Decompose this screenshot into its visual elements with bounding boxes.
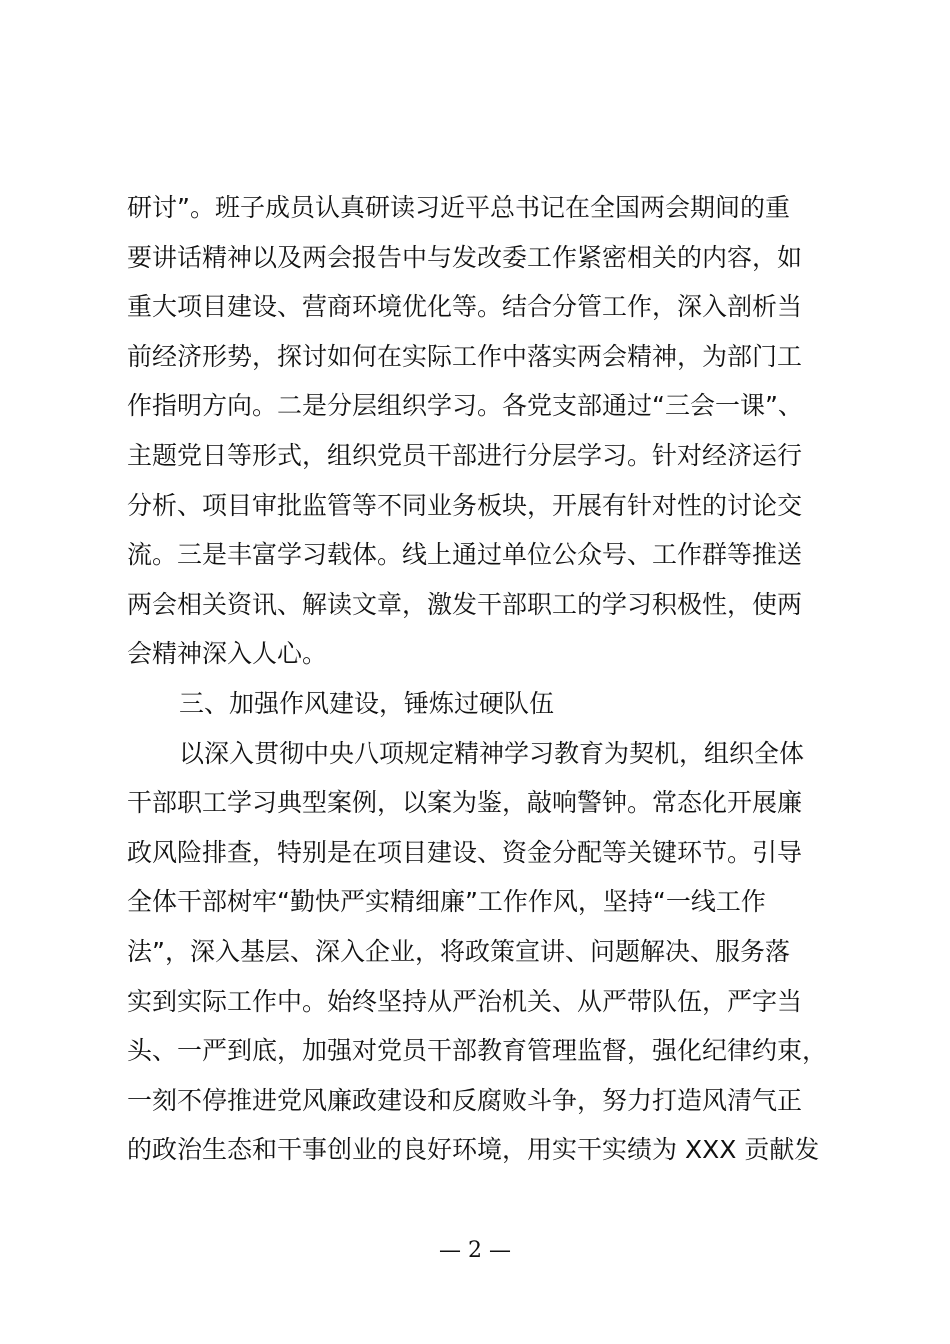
text-line: 干部职工学习典型案例，以案为鉴，敲响警钟。常态化开展廉 bbox=[127, 788, 803, 818]
text-line: 重大项目建设、营商环境优化等。结合分管工作，深入剖析当 bbox=[127, 292, 803, 322]
text-line: 两会相关资讯、解读文章，激发干部职工的学习积极性，使两 bbox=[127, 589, 803, 619]
text-line: 主题党日等形式，组织党员干部进行分层学习。针对经济运行 bbox=[127, 440, 803, 470]
text-line: 一刻不停推进党风廉政建设和反腐败斗争，努力打造风清气正 bbox=[127, 1085, 803, 1115]
body-text bbox=[127, 183, 837, 1175]
text-line: 会精神深入人心。 bbox=[127, 639, 328, 669]
text-line: 分析、项目审批监管等不同业务板块，开展有针对性的讨论交 bbox=[127, 490, 803, 520]
text-line: 头、一严到底，加强对党员干部教育管理监督，强化纪律约束， bbox=[127, 1036, 828, 1066]
section-heading: 三、加强作风建设，锤炼过硬队伍 bbox=[179, 688, 555, 718]
text-line: 要讲话精神以及两会报告中与发改委工作紧密相关的内容，如 bbox=[127, 242, 803, 272]
text-line: 流。三是丰富学习载体。线上通过单位公众号、工作群等推送 bbox=[127, 540, 803, 570]
text-line: 的政治生态和干事创业的良好环境，用实干实绩为 XXX 贡献发 bbox=[127, 1135, 820, 1165]
text-line: 研讨”。班子成员认真研读习近平总书记在全国两会期间的重 bbox=[127, 193, 790, 222]
text-line: 全体干部树牢“勤快严实精细廉”工作作风，坚持“一线工作 bbox=[127, 887, 766, 917]
text-line: 法”，深入基层、深入企业，将政策宣讲、问题解决、服务落 bbox=[127, 936, 790, 966]
text-line: 以深入贯彻中央八项规定精神学习教育为契机，组织全体 bbox=[179, 738, 805, 768]
text-line: 实到实际工作中。始终坚持从严治机关、从严带队伍，严字当 bbox=[127, 986, 803, 1016]
page-number: — 2 — bbox=[439, 1238, 511, 1263]
text-line: 作指明方向。二是分层组织学习。各党支部通过“三会一课”、 bbox=[127, 391, 803, 421]
text-line: 政风险排查，特别是在项目建设、资金分配等关键环节。引导 bbox=[127, 837, 803, 867]
text-line: 前经济形势，探讨如何在实际工作中落实两会精神，为部门工 bbox=[127, 341, 803, 371]
